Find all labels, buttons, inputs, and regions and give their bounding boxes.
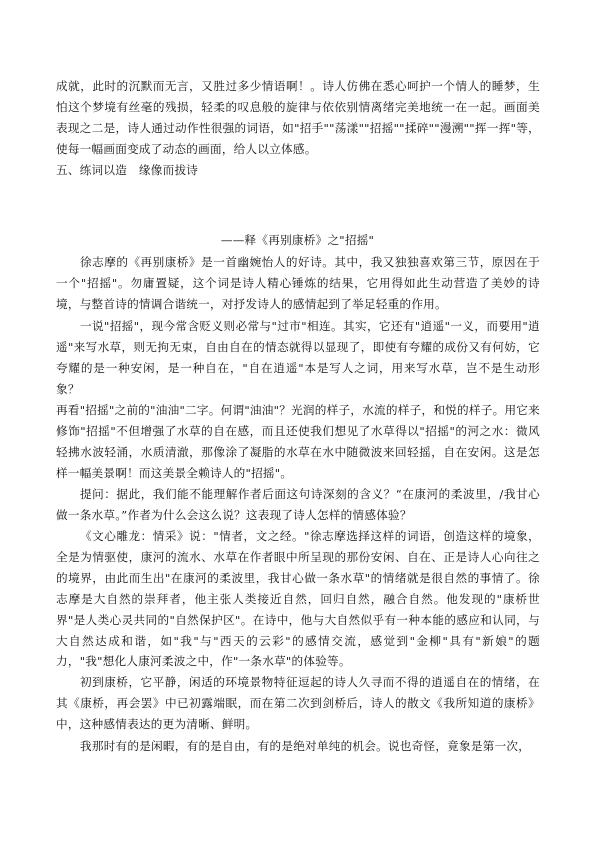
paragraph-continuation: 成就，此时的沉默而无言，又胜过多少情语啊！。诗人仿佛在悉心呵护一个情人的睡梦，生怕这个梦境有丝毫的残损，轻柔的叹息般的旋律与依依别情离绪完美地统一在一起。画面美表现之二是，诗人通过动作性很强的词语，如"招手""荡漾""招摇""揉碎""漫溯""挥一挥"等，使每一幅画面变成了动态的画面，给人以立体感。 — [56, 79, 540, 156]
paragraph-analysis: 《文心雕龙：情采》说："情者，文之经。"徐志摩选择这样的词语，创造这样的境象，全是为情驱使，康河的流水、水草在作者眼中所呈现的那份安闲、自在、正是诗人心向往之的境界，由此而生出"在康河的柔波里，我甘心做一条水草"的情绪就是很自然的事情了。徐志摩是大自然的崇拜者，他主张人类接近自然，回归自然，融合自然。他发现的"康桥世界"是人类心灵共同的"自然保护区"。在诗中，他与大自然似乎有一种本能的感应和认同，与大自然达成和谐，如"我"与"西天的云彩"的感情交流，感觉到"金柳"具有"新娘"的题力，"我"想化人康河柔波之中，作"一条水草"的体验等。 — [56, 529, 540, 669]
paragraph-youyou: 再看"招摇"之前的"油油"二字。何谓"油油"？光润的样子，水流的样子，和悦的样子。用它来修饰"招摇"不但增强了水草的自在感，而且还使我们想见了水草得以"招摇"的河之水：微风轻拂水波轻涌，水质清澈，那像涂了凝脂的水草在水中随微波来回轻摇，自在安闲。这是怎样一幅美景啊！而这美景全赖诗人的"招摇"。 — [56, 403, 540, 480]
paragraph-kangqiao: 初到康桥，它平静，闲适的环境景物特征逗起的诗人久寻而不得的逍遥自在的情绪，在其《康桥，再会罢》中已初露端眠，而在第二次到剑桥后，诗人的散文《我所知道的康桥》中，这种感情表达的更为清晰、鲜明。 — [56, 675, 540, 731]
section-heading: 五、练词以造 缘像而拔诗 — [56, 163, 199, 177]
paragraph-intro: 徐志摩的《再别康桥》是一首幽婉怡人的好诗。其中，我又独独喜欢第三节，原因在于一个"招摇"。勿庸置疑，这个词是诗人精心锤炼的结果，它用得如此生动营造了美妙的诗境，与整首诗的情调合谐统一，对抒发诗人的感情起到了举足轻重的作用。 — [56, 255, 540, 311]
paragraph-quote: 我那时有的是闲暇，有的是自由，有的是绝对单纯的机会。说也奇怪，竟象是第一次， — [80, 739, 531, 753]
article-subtitle: ——释《再别康桥》之"招摇" — [220, 233, 375, 247]
paragraph-meaning: 一说"招摇"，现今常含贬义则必常与"过市"相连。其实，它还有"逍遥"一义，而要用"逍遥"来写水草，则无拘无束，自由自在的情态就得以显现了，即使有夸耀的成份又有何妨，它夸耀的是一种安闲，是一种自在，"自在逍遥"本是写人之词，用来写水草，岂不是生动形象？ — [56, 319, 540, 396]
paragraph-question: 提问：据此，我们能不能理解作者后面这句诗深刻的含义？“在康河的柔波里，/我甘心做一条水草。”作者为什么会这么说？这表现了诗人怎样的情感体验？ — [56, 487, 540, 522]
